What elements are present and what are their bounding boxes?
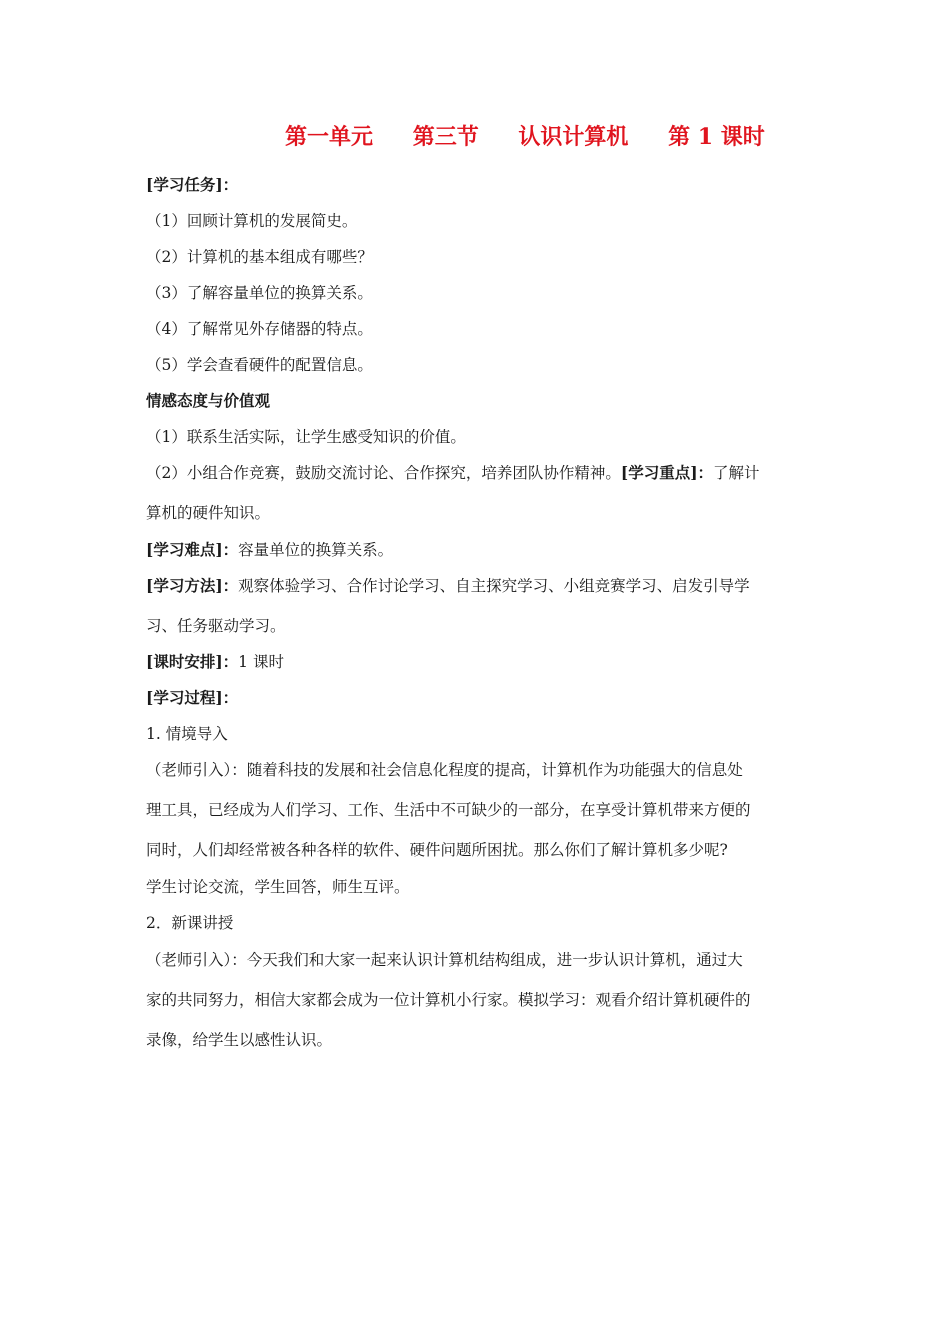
step-2-heading: 2．新课讲授: [146, 914, 234, 932]
lesson-paragraph-line: 录像，给学生以感性认识。: [146, 1031, 333, 1049]
schedule-label: [课时安排]：: [146, 652, 239, 671]
difficulty-label: [学习难点]：: [146, 540, 239, 559]
method-label: [学习方法]：: [146, 576, 239, 595]
schedule-line: [146, 652, 284, 672]
method-text-continued: 习、任务驱动学习。: [146, 617, 286, 635]
lesson-paragraph-line: （老师引入）：今天我们和大家一起来认识计算机结构组成，进一步认识计算机，通过大: [146, 951, 743, 969]
task-item: （3）了解容量单位的换算关系。: [146, 284, 373, 302]
lesson-paragraph-line: 家的共同努力，相信大家都会成为一位计算机小行家。模拟学习：观看介绍计算机硬件的: [146, 991, 751, 1009]
title-unit: 第一单元: [285, 124, 374, 150]
tasks-heading: [学习任务]：: [146, 175, 239, 194]
attitude-item-2: （2）小组合作竞赛，鼓励交流讨论、合作探究，培养团队协作精神。: [146, 464, 621, 482]
intro-paragraph-line: （老师引入）：随着科技的发展和社会信息化程度的提高，计算机作为功能强大的信息处: [146, 761, 743, 779]
title-topic: 认识计算机: [518, 124, 629, 150]
intro-paragraph-line: 同时，人们却经常被各种各样的软件、硬件问题所困扰。那么你们了解计算机多少呢?: [146, 841, 728, 859]
attitude-item: （1）联系生活实际，让学生感受知识的价值。: [146, 428, 466, 446]
method-line: [146, 576, 750, 596]
intro-paragraph-line: 理工具，已经成为人们学习、工作、生活中不可缺少的一部分，在享受计算机带来方便的: [146, 801, 751, 819]
schedule-text: 1 课时: [238, 653, 284, 671]
key-text: 了解计: [713, 464, 760, 482]
process-heading: [学习过程]：: [146, 688, 239, 707]
attitude-heading: 情感态度与价值观: [146, 391, 271, 410]
method-text: 观察体验学习、合作讨论学习、自主探究学习、小组竞赛学习、启发引导学: [238, 577, 750, 595]
difficulty-line: [146, 540, 393, 560]
key-label: [学习重点]：: [620, 463, 714, 482]
title-section: 第三节: [412, 124, 479, 150]
attitude-item-with-key: [146, 463, 760, 483]
title-lesson: 第 1 课时: [668, 124, 765, 150]
page-title: [285, 120, 805, 156]
task-item: （4）了解常见外存储器的特点。: [146, 320, 373, 338]
difficulty-text: 容量单位的换算关系。: [238, 541, 394, 559]
key-text-continued: 算机的硬件知识。: [146, 504, 271, 522]
task-item: （1）回顾计算机的发展简史。: [146, 212, 358, 230]
task-item: （5）学会查看硬件的配置信息。: [146, 356, 373, 374]
step-1-heading: 1. 情境导入: [146, 725, 228, 743]
task-item: （2）计算机的基本组成有哪些？: [146, 248, 373, 266]
discussion-line: 学生讨论交流，学生回答，师生互评。: [146, 878, 410, 896]
